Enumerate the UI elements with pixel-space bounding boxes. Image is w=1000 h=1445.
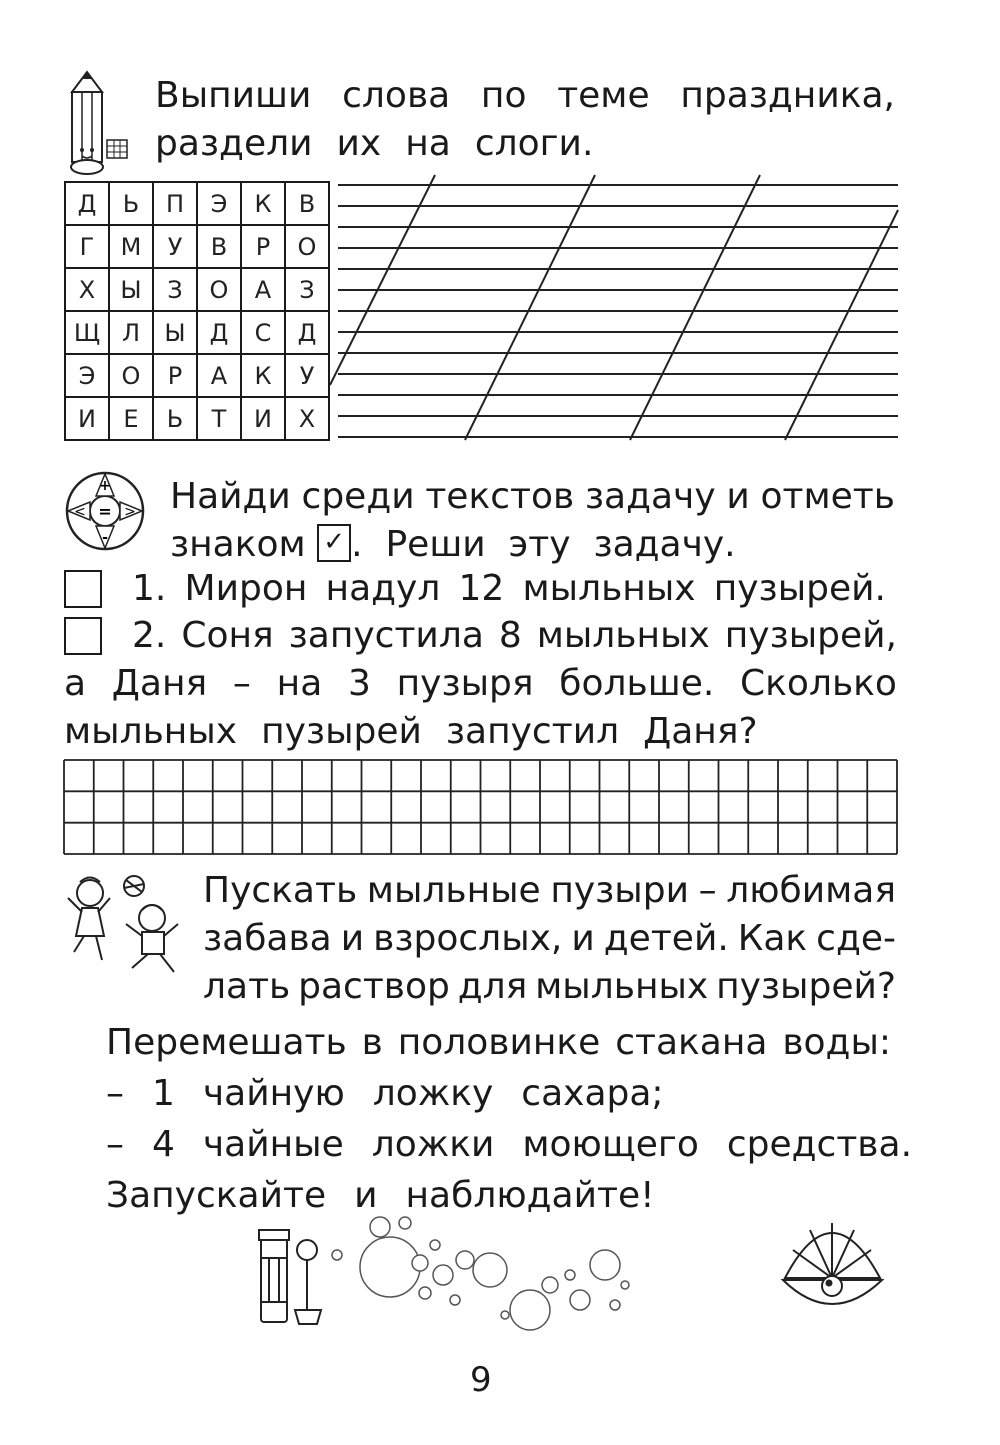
letter-grid-cell[interactable]: А <box>241 268 285 311</box>
word: Соня <box>181 615 274 656</box>
word: на <box>405 123 451 164</box>
option-2-line-3 <box>64 708 897 756</box>
letter-grid-cell[interactable]: Д <box>65 182 109 225</box>
letter-grid-cell[interactable]: П <box>153 182 197 225</box>
word: текстов <box>425 476 575 517</box>
word: Мирон <box>184 568 308 609</box>
letter-grid-cell[interactable]: И <box>65 397 109 440</box>
letter-grid-cell[interactable]: С <box>241 311 285 354</box>
word: и <box>340 918 365 959</box>
option-2-checkbox[interactable] <box>64 617 102 655</box>
letter-grid-cell[interactable]: Е <box>109 397 153 440</box>
letter-grid-row <box>65 268 329 311</box>
letter-grid-cell[interactable]: Д <box>285 311 329 354</box>
letter-grid-cell[interactable]: О <box>197 268 241 311</box>
word: Запускайте <box>106 1175 327 1216</box>
kids-playing-icon <box>62 868 192 978</box>
word: 8 <box>498 615 522 656</box>
word: запустил <box>445 711 620 752</box>
letter-grid-cell[interactable]: У <box>153 225 197 268</box>
word: Сколько <box>740 663 897 704</box>
letter-grid-cell[interactable]: О <box>285 225 329 268</box>
word: Даня? <box>643 711 758 752</box>
letter-grid-cell[interactable]: Щ <box>65 311 109 354</box>
letter-grid-row <box>65 311 329 354</box>
word: теме <box>557 75 650 116</box>
word: пузырей <box>261 711 422 752</box>
word: пузырей, <box>724 615 897 656</box>
letter-grid-cell[interactable]: Э <box>197 182 241 225</box>
letter-grid-cell[interactable]: У <box>285 354 329 397</box>
word: праздника, <box>680 75 895 116</box>
word: забава <box>203 918 332 959</box>
word: 1 <box>152 1073 175 1114</box>
word: раздели <box>155 123 313 164</box>
info-line-3 <box>203 963 896 1011</box>
letter-grid-cell[interactable]: Ы <box>153 311 197 354</box>
word: задачу <box>584 476 716 517</box>
task1-line-2 <box>155 120 895 168</box>
word: Пускать <box>203 870 358 911</box>
recipe-line-1 <box>106 1017 891 1068</box>
word: моющего <box>522 1124 699 1165</box>
check-mark-icon: ✓ <box>317 524 351 562</box>
word: а <box>64 663 87 704</box>
writing-lines <box>330 175 900 450</box>
word: мыльные <box>366 870 541 911</box>
word: – <box>698 870 717 911</box>
word: сде- <box>816 918 896 959</box>
svg-text:>: > <box>124 504 136 520</box>
bubbles-decoration <box>325 1215 645 1335</box>
letter-grid-cell[interactable]: О <box>109 354 153 397</box>
word: 2. <box>132 615 167 656</box>
pencil-icon <box>62 72 132 177</box>
word: – <box>232 663 251 704</box>
letter-grid <box>64 181 330 441</box>
letter-grid-row <box>65 182 329 225</box>
info-intro <box>203 867 896 1011</box>
word: мыльных <box>64 711 238 752</box>
word: слова <box>342 75 451 116</box>
word: мыльных <box>536 615 710 656</box>
task1-heading <box>155 72 895 168</box>
operations-compass-icon <box>64 470 146 552</box>
page-number: 9 <box>470 1360 492 1400</box>
letter-grid-cell[interactable]: И <box>241 397 285 440</box>
option-2-line-2 <box>64 660 897 708</box>
letter-grid-cell[interactable]: Ь <box>153 397 197 440</box>
word: ложки <box>371 1124 495 1165</box>
word: чайную <box>202 1073 345 1114</box>
letter-grid-row <box>65 354 329 397</box>
info-line-2 <box>203 915 896 963</box>
word: лать <box>203 966 291 1007</box>
word: 4 <box>152 1124 175 1165</box>
letter-grid-cell[interactable]: Х <box>285 397 329 440</box>
word: пузырей? <box>716 966 896 1007</box>
word: для <box>457 966 528 1007</box>
word: – <box>106 1124 124 1165</box>
word: знаком <box>170 524 306 565</box>
task2-heading <box>170 473 895 569</box>
word: на <box>276 663 323 704</box>
answer-grid[interactable] <box>64 760 897 854</box>
info-line-1 <box>203 867 896 915</box>
task1-line-1 <box>155 72 895 120</box>
word: детей. <box>603 918 729 959</box>
word: и <box>726 476 750 517</box>
svg-text:=: = <box>98 502 112 521</box>
recipe-line-4 <box>106 1170 891 1221</box>
word: . Реши эту задачу. <box>351 524 736 565</box>
option-2-line-1 <box>132 612 897 660</box>
word: их <box>336 123 382 164</box>
option-2 <box>64 612 897 756</box>
letter-grid-cell[interactable]: Ь <box>109 182 153 225</box>
word: 3 <box>348 663 371 704</box>
word: отметь <box>760 476 895 517</box>
word: Даня <box>111 663 208 704</box>
word: по <box>480 75 527 116</box>
letter-grid-cell[interactable]: В <box>285 182 329 225</box>
recipe-line-2 <box>106 1068 891 1119</box>
letter-grid-cell[interactable]: Э <box>65 354 109 397</box>
word: пузыри <box>550 870 689 911</box>
letter-grid-cell[interactable]: Л <box>109 311 153 354</box>
letter-grid-cell[interactable]: А <box>197 354 241 397</box>
word: мыльных <box>522 568 696 609</box>
word: Выпиши <box>155 75 312 116</box>
letter-grid-cell[interactable]: З <box>285 268 329 311</box>
letter-grid-cell[interactable]: Р <box>241 225 285 268</box>
recipe <box>106 1017 913 1221</box>
word: Как <box>737 918 808 959</box>
letter-grid-cell[interactable]: Г <box>65 225 109 268</box>
svg-text:<: < <box>74 504 86 520</box>
word: воды: <box>782 1022 891 1063</box>
word: ложку <box>372 1073 494 1114</box>
task2-line-1 <box>170 473 895 521</box>
word: слоги. <box>474 123 594 164</box>
option-1-checkbox[interactable] <box>64 570 102 608</box>
letter-grid-cell[interactable]: Т <box>197 397 241 440</box>
word: надул <box>325 568 441 609</box>
word: любимая <box>726 870 896 911</box>
word: раствор <box>298 966 450 1007</box>
word: больше. <box>559 663 715 704</box>
letter-grid-cell[interactable]: К <box>241 354 285 397</box>
word: сахара; <box>521 1073 664 1114</box>
word: Найди <box>170 476 291 517</box>
letter-grid-cell[interactable]: К <box>241 182 285 225</box>
word: пузырей. <box>713 568 886 609</box>
word: и <box>571 918 595 959</box>
option-1 <box>64 565 886 613</box>
word: взрослых, <box>373 918 563 959</box>
recipe-line-3 <box>106 1119 913 1170</box>
word: чайные <box>202 1124 344 1165</box>
word: наблюдайте! <box>405 1175 655 1216</box>
word: Перемешать <box>106 1022 347 1063</box>
svg-text:+: + <box>99 478 111 494</box>
word: запустила <box>288 615 484 656</box>
word: средства. <box>726 1124 913 1165</box>
word: пузыря <box>396 663 534 704</box>
word: 1. <box>132 568 167 609</box>
letter-grid-cell[interactable]: Х <box>65 268 109 311</box>
word: половинке <box>397 1022 601 1063</box>
word: среди <box>301 476 415 517</box>
letter-grid-cell[interactable]: М <box>109 225 153 268</box>
letter-grid-row <box>65 225 329 268</box>
option-1-text <box>132 565 886 613</box>
letter-grid-cell[interactable]: Ы <box>109 268 153 311</box>
letter-grid-cell[interactable]: Р <box>153 354 197 397</box>
letter-grid-row <box>65 397 329 440</box>
letter-grid-cell[interactable]: З <box>153 268 197 311</box>
task2-line-2 <box>170 521 895 569</box>
word: мыльных <box>535 966 709 1007</box>
svg-text:-: - <box>102 530 108 546</box>
word: стакана <box>615 1022 768 1063</box>
word: и <box>354 1175 378 1216</box>
letter-grid-cell[interactable]: В <box>197 225 241 268</box>
word: – <box>106 1073 124 1114</box>
letter-grid-cell[interactable]: Д <box>197 311 241 354</box>
word: 12 <box>458 568 505 609</box>
seashell-pearl-icon <box>775 1208 890 1323</box>
word: в <box>361 1022 383 1063</box>
